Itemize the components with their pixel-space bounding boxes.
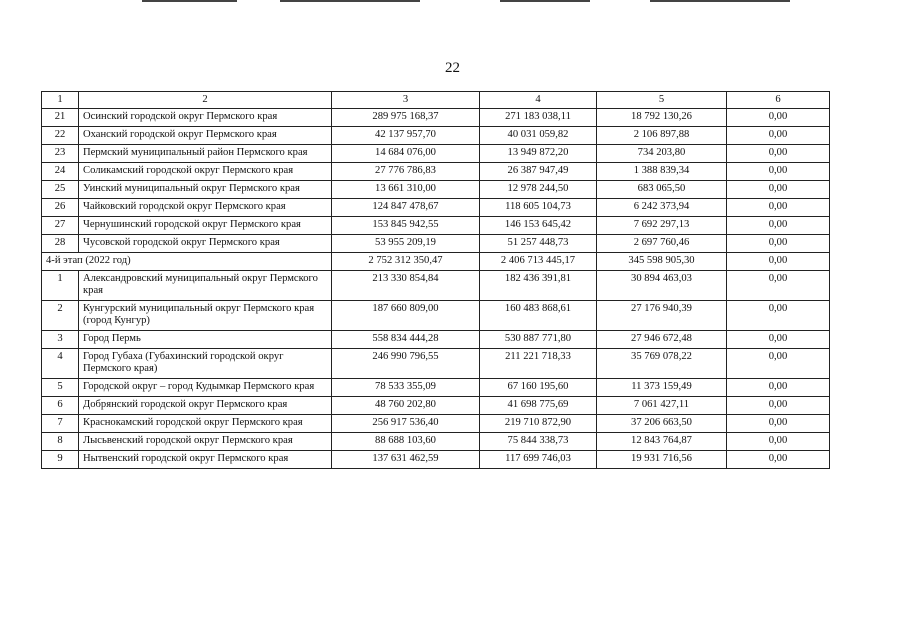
value-col3: 53 955 209,19 [332,235,480,253]
value-col5: 37 206 663,50 [597,415,727,433]
value-col6: 0,00 [727,331,830,349]
table-body-stage-4 [42,271,830,469]
table-row [42,271,830,301]
table-row [42,415,830,433]
value-col3: 27 776 786,83 [332,163,480,181]
page-number: 22 [445,60,460,76]
table-row [42,331,830,349]
stage-row [42,253,830,271]
value-col6: 0,00 [727,271,830,301]
table-row [42,235,830,253]
value-col4: 182 436 391,81 [480,271,597,301]
municipality-name: Оханский городской округ Пермского края [79,127,332,145]
value-col3: 124 847 478,67 [332,199,480,217]
column-number-3: 3 [332,92,480,109]
row-number: 4 [42,349,79,379]
value-col5: 12 843 764,87 [597,433,727,451]
value-col6: 0,00 [727,109,830,127]
row-number: 7 [42,415,79,433]
row-number: 21 [42,109,79,127]
value-col5: 734 203,80 [597,145,727,163]
value-col4: 219 710 872,90 [480,415,597,433]
value-col5: 35 769 078,22 [597,349,727,379]
table-row [42,163,830,181]
municipality-name: Чусовской городской округ Пермского края [79,235,332,253]
scan-top-rule [142,0,237,2]
value-col6: 0,00 [727,127,830,145]
stage-total-col4: 2 406 713 445,17 [480,253,597,271]
value-col5: 2 697 760,46 [597,235,727,253]
row-number: 8 [42,433,79,451]
value-col5: 19 931 716,56 [597,451,727,469]
municipality-name: Чайковский городской округ Пермского края [79,199,332,217]
table-body-stage-3 [42,109,830,253]
column-number-4: 4 [480,92,597,109]
value-col4: 26 387 947,49 [480,163,597,181]
value-col6: 0,00 [727,451,830,469]
row-number: 26 [42,199,79,217]
value-col3: 153 845 942,55 [332,217,480,235]
value-col3: 213 330 854,84 [332,271,480,301]
value-col5: 30 894 463,03 [597,271,727,301]
value-col6: 0,00 [727,433,830,451]
value-col6: 0,00 [727,301,830,331]
value-col4: 118 605 104,73 [480,199,597,217]
column-number-6: 6 [727,92,830,109]
value-col5: 1 388 839,34 [597,163,727,181]
value-col6: 0,00 [727,217,830,235]
value-col4: 530 887 771,80 [480,331,597,349]
row-number: 1 [42,271,79,301]
table-row [42,145,830,163]
scan-top-rule [650,0,790,2]
value-col6: 0,00 [727,145,830,163]
stage-label: 4-й этап (2022 год) [42,253,332,271]
value-col3: 14 684 076,00 [332,145,480,163]
row-number: 9 [42,451,79,469]
value-col5: 18 792 130,26 [597,109,727,127]
budget-table [41,91,830,469]
value-col3: 88 688 103,60 [332,433,480,451]
value-col5: 11 373 159,49 [597,379,727,397]
table-row [42,301,830,331]
municipality-name: Соликамский городской округ Пермского края [79,163,332,181]
value-col5: 683 065,50 [597,181,727,199]
value-col4: 12 978 244,50 [480,181,597,199]
table-row [42,451,830,469]
table-row [42,127,830,145]
value-col3: 42 137 957,70 [332,127,480,145]
row-number: 25 [42,181,79,199]
value-col6: 0,00 [727,181,830,199]
municipality-name: Лысьвенский городской округ Пермского края [79,433,332,451]
value-col3: 256 917 536,40 [332,415,480,433]
value-col6: 0,00 [727,199,830,217]
value-col4: 117 699 746,03 [480,451,597,469]
value-col4: 51 257 448,73 [480,235,597,253]
stage-total-col3: 2 752 312 350,47 [332,253,480,271]
municipality-name: Городской округ – город Кудымкар Пермского края [79,379,332,397]
table-row [42,199,830,217]
value-col6: 0,00 [727,235,830,253]
stage-total-col6: 0,00 [727,253,830,271]
value-col4: 40 031 059,82 [480,127,597,145]
municipality-name: Город Губаха (Губахинский городской округ Пермского края) [79,349,332,379]
value-col5: 7 692 297,13 [597,217,727,235]
value-col4: 13 949 872,20 [480,145,597,163]
column-number-5: 5 [597,92,727,109]
municipality-name: Нытвенский городской округ Пермского края [79,451,332,469]
value-col6: 0,00 [727,379,830,397]
municipality-name: Город Пермь [79,331,332,349]
column-number-2: 2 [79,92,332,109]
row-number: 6 [42,397,79,415]
scan-top-rule [500,0,590,2]
value-col3: 13 661 310,00 [332,181,480,199]
value-col3: 187 660 809,00 [332,301,480,331]
value-col4: 146 153 645,42 [480,217,597,235]
table-row [42,433,830,451]
value-col4: 75 844 338,73 [480,433,597,451]
municipality-name: Кунгурский муниципальный округ Пермского края (город Кунгур) [79,301,332,331]
municipality-name: Уинский муниципальный округ Пермского края [79,181,332,199]
table-row [42,217,830,235]
value-col5: 6 242 373,94 [597,199,727,217]
value-col6: 0,00 [727,163,830,181]
municipality-name: Добрянский городской округ Пермского края [79,397,332,415]
table-header-row [42,92,830,109]
value-col4: 160 483 868,61 [480,301,597,331]
stage-total-col5: 345 598 905,30 [597,253,727,271]
value-col3: 289 975 168,37 [332,109,480,127]
value-col4: 67 160 195,60 [480,379,597,397]
row-number: 28 [42,235,79,253]
table-row [42,349,830,379]
row-number: 27 [42,217,79,235]
value-col5: 27 946 672,48 [597,331,727,349]
value-col4: 271 183 038,11 [480,109,597,127]
value-col3: 48 760 202,80 [332,397,480,415]
value-col6: 0,00 [727,397,830,415]
value-col4: 41 698 775,69 [480,397,597,415]
row-number: 5 [42,379,79,397]
row-number: 22 [42,127,79,145]
row-number: 23 [42,145,79,163]
value-col5: 7 061 427,11 [597,397,727,415]
value-col3: 78 533 355,09 [332,379,480,397]
column-number-1: 1 [42,92,79,109]
municipality-name: Пермский муниципальный район Пермского края [79,145,332,163]
municipality-name: Александровский муниципальный округ Пермского края [79,271,332,301]
table-row [42,397,830,415]
row-number: 3 [42,331,79,349]
table-row [42,181,830,199]
value-col3: 558 834 444,28 [332,331,480,349]
row-number: 2 [42,301,79,331]
row-number: 24 [42,163,79,181]
value-col5: 27 176 940,39 [597,301,727,331]
table-row [42,109,830,127]
municipality-name: Осинский городской округ Пермского края [79,109,332,127]
value-col5: 2 106 897,88 [597,127,727,145]
value-col3: 137 631 462,59 [332,451,480,469]
value-col4: 211 221 718,33 [480,349,597,379]
municipality-name: Чернушинский городской округ Пермского края [79,217,332,235]
municipality-name: Краснокамский городской округ Пермского края [79,415,332,433]
table-row [42,379,830,397]
value-col6: 0,00 [727,349,830,379]
value-col3: 246 990 796,55 [332,349,480,379]
scan-top-rule [280,0,420,2]
value-col6: 0,00 [727,415,830,433]
